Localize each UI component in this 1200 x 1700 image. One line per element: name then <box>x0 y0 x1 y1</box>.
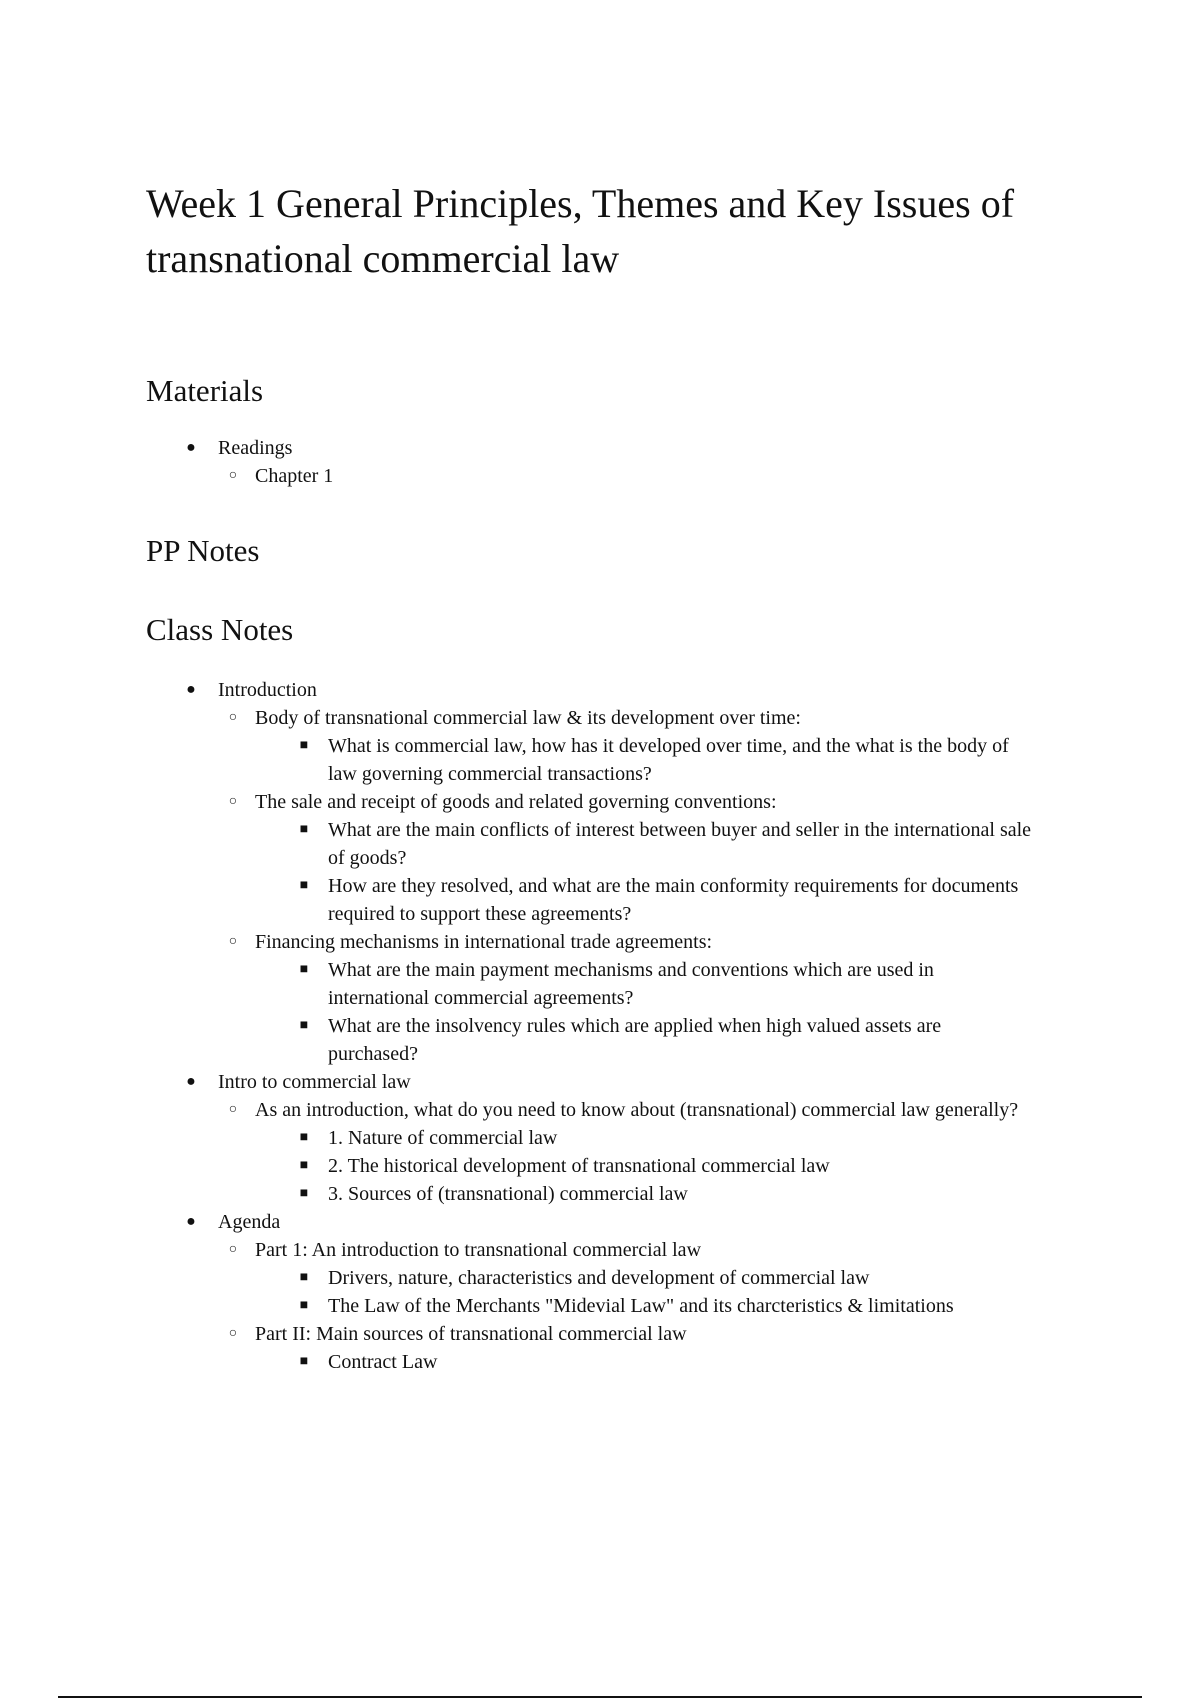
list-item-text: 3. Sources of (transnational) commercial law <box>328 1183 688 1205</box>
list-item-text: Agenda <box>218 1211 281 1233</box>
list-item-text: What are the insolvency rules which are applied when high valued assets are purchased? <box>328 1015 942 1065</box>
list-item-text: Part 1: An introduction to transnational commercial law <box>255 1239 702 1261</box>
list-item: ○ Financing mechanisms in international trade agreements: ■ What are the main payment mechanisms and conventions which are used in international commercial agreements? ■ What are the insolvency rules which are applied when high valued assets are purchased? <box>183 928 1063 1068</box>
list-item-text: Body of transnational commercial law & its development over time: <box>255 707 801 729</box>
list-item-text: What are the main payment mechanisms and conventions which are used in international commercial agreements? <box>328 959 934 1009</box>
list-item: ■ 3. Sources of (transnational) commercial law <box>299 1183 688 1205</box>
class-notes-list <box>183 676 1098 1376</box>
list-item: ■ What is commercial law, how has it developed over time, and the what is the body of law governing commercial transactions? <box>299 735 1009 785</box>
list-item-text: Contract Law <box>328 1351 438 1373</box>
list-item: ■ The Law of the Merchants "Midevial Law" and its charcteristics & limitations <box>299 1295 954 1317</box>
list-item: ○ Part 1: An introduction to transnational commercial law ■ Drivers, nature, characteristics and development of commercial law ■ The Law of the Merchants "Midevial Law" and its charcteristics & limitations <box>183 1236 1063 1320</box>
list-item: ■ How are they resolved, and what are the main conformity requirements for documents required to support these agreements? <box>299 875 1019 925</box>
list-item-text: What are the main conflicts of interest between buyer and seller in the international sale of goods? <box>328 819 1032 869</box>
list-item-text: Chapter 1 <box>255 465 334 487</box>
list-item: ● Agenda ○ Part 1: An introduction to transnational commercial law ■ Drivers, nature, characteristics and development of commercial law ■ The Law of the Merchants "Midevial Law" and its charcteristics & limitations ○ Part II: Main sources of transnational commercial law ■ Contract Law <box>183 1208 1098 1376</box>
list-item-text: As an introduction, what do you need to know about (transnational) commercial law generally? <box>255 1099 1019 1121</box>
list-item: ○ As an introduction, what do you need to know about (transnational) commercial law generally? ■ 1. Nature of commercial law ■ 2. The historical development of transnational commercial law ■ 3. Sources of (transnational) commercial law <box>183 1096 1063 1208</box>
list-item-text: The Law of the Merchants "Midevial Law" and its charcteristics & limitations <box>328 1295 954 1317</box>
list-item: ■ 2. The historical development of transnational commercial law <box>299 1155 830 1177</box>
list-item: ○ Part II: Main sources of transnational commercial law ■ Contract Law <box>183 1320 1063 1376</box>
list-item: ● Intro to commercial law ○ As an introduction, what do you need to know about (transnational) commercial law generally? ■ 1. Nature of commercial law ■ 2. The historical development of transnational commercial law ■ 3. Sources of (transnational) commercial law <box>183 1068 1098 1208</box>
list-item: ○ Body of transnational commercial law & its development over time: ■ What is commercial law, how has it developed over time, and the what is the body of law governing commercial transactions? <box>183 704 1063 788</box>
list-item-text: Introduction <box>218 679 317 701</box>
list-item: ○ Chapter 1 <box>228 465 334 487</box>
list-item: ■ What are the insolvency rules which are applied when high valued assets are purchased? <box>299 1015 942 1065</box>
list-item-text: Readings <box>218 437 293 459</box>
class-notes-heading: Class Notes <box>146 612 294 647</box>
list-item-text: 2. The historical development of transnational commercial law <box>328 1155 830 1177</box>
list-item-text: How are they resolved, and what are the main conformity requirements for documents required to support these agreements? <box>328 875 1019 925</box>
list-item-text: Drivers, nature, characteristics and development of commercial law <box>328 1267 870 1289</box>
list-item-text: 1. Nature of commercial law <box>328 1127 558 1149</box>
page-title: Week 1 General Principles, Themes and Key Issues of transnational commercial law <box>146 181 1015 281</box>
list-item: ○ The sale and receipt of goods and related governing conventions: ■ What are the main conflicts of interest between buyer and seller in the international sale of goods? ■ How are they resolved, and what are the main conformity requirements for documents required to support these agreements? <box>183 788 1063 928</box>
materials-heading: Materials <box>146 373 264 408</box>
list-item-text: Intro to commercial law <box>218 1071 411 1093</box>
list-item: ■ 1. Nature of commercial law <box>299 1127 558 1149</box>
page-bottom-rule <box>58 1696 1142 1698</box>
list-item: ● Introduction ○ Body of transnational commercial law & its development over time: ■ What is commercial law, how has it developed over time, and the what is the body of law governing commercial transactions? ○ The sale and receipt of goods and related governing conventions: ■ What are the main conflicts of interest between buyer and seller in the international sale of goods? ■ How are they resolved, and what are the main conformity requirements for documents required to support these agreements? ○ Financing mechanisms in international trade agreements: ■ What are the main payment mechanisms and conventions which are used in international commercial agreements? ■ What are the insolvency rules which are applied when high valued assets are purchased? <box>183 676 1098 1068</box>
list-item: ■ Drivers, nature, characteristics and development of commercial law <box>299 1267 870 1289</box>
list-item: ● Readings ○ Chapter 1 <box>183 434 1098 490</box>
list-item: ■ What are the main payment mechanisms and conventions which are used in international commercial agreements? <box>299 959 934 1009</box>
list-item-text: The sale and receipt of goods and related governing conventions: <box>255 791 777 813</box>
list-item-text: What is commercial law, how has it developed over time, and the what is the body of law governing commercial transactions? <box>328 735 1009 785</box>
list-item-text: Part II: Main sources of transnational commercial law <box>255 1323 687 1345</box>
list-item: ■ Contract Law <box>299 1351 438 1373</box>
materials-list <box>183 434 1098 490</box>
pp-notes-heading: PP Notes <box>146 533 260 568</box>
list-item: ■ What are the main conflicts of interest between buyer and seller in the international sale of goods? <box>299 819 1032 869</box>
list-item-text: Financing mechanisms in international trade agreements: <box>255 931 713 953</box>
